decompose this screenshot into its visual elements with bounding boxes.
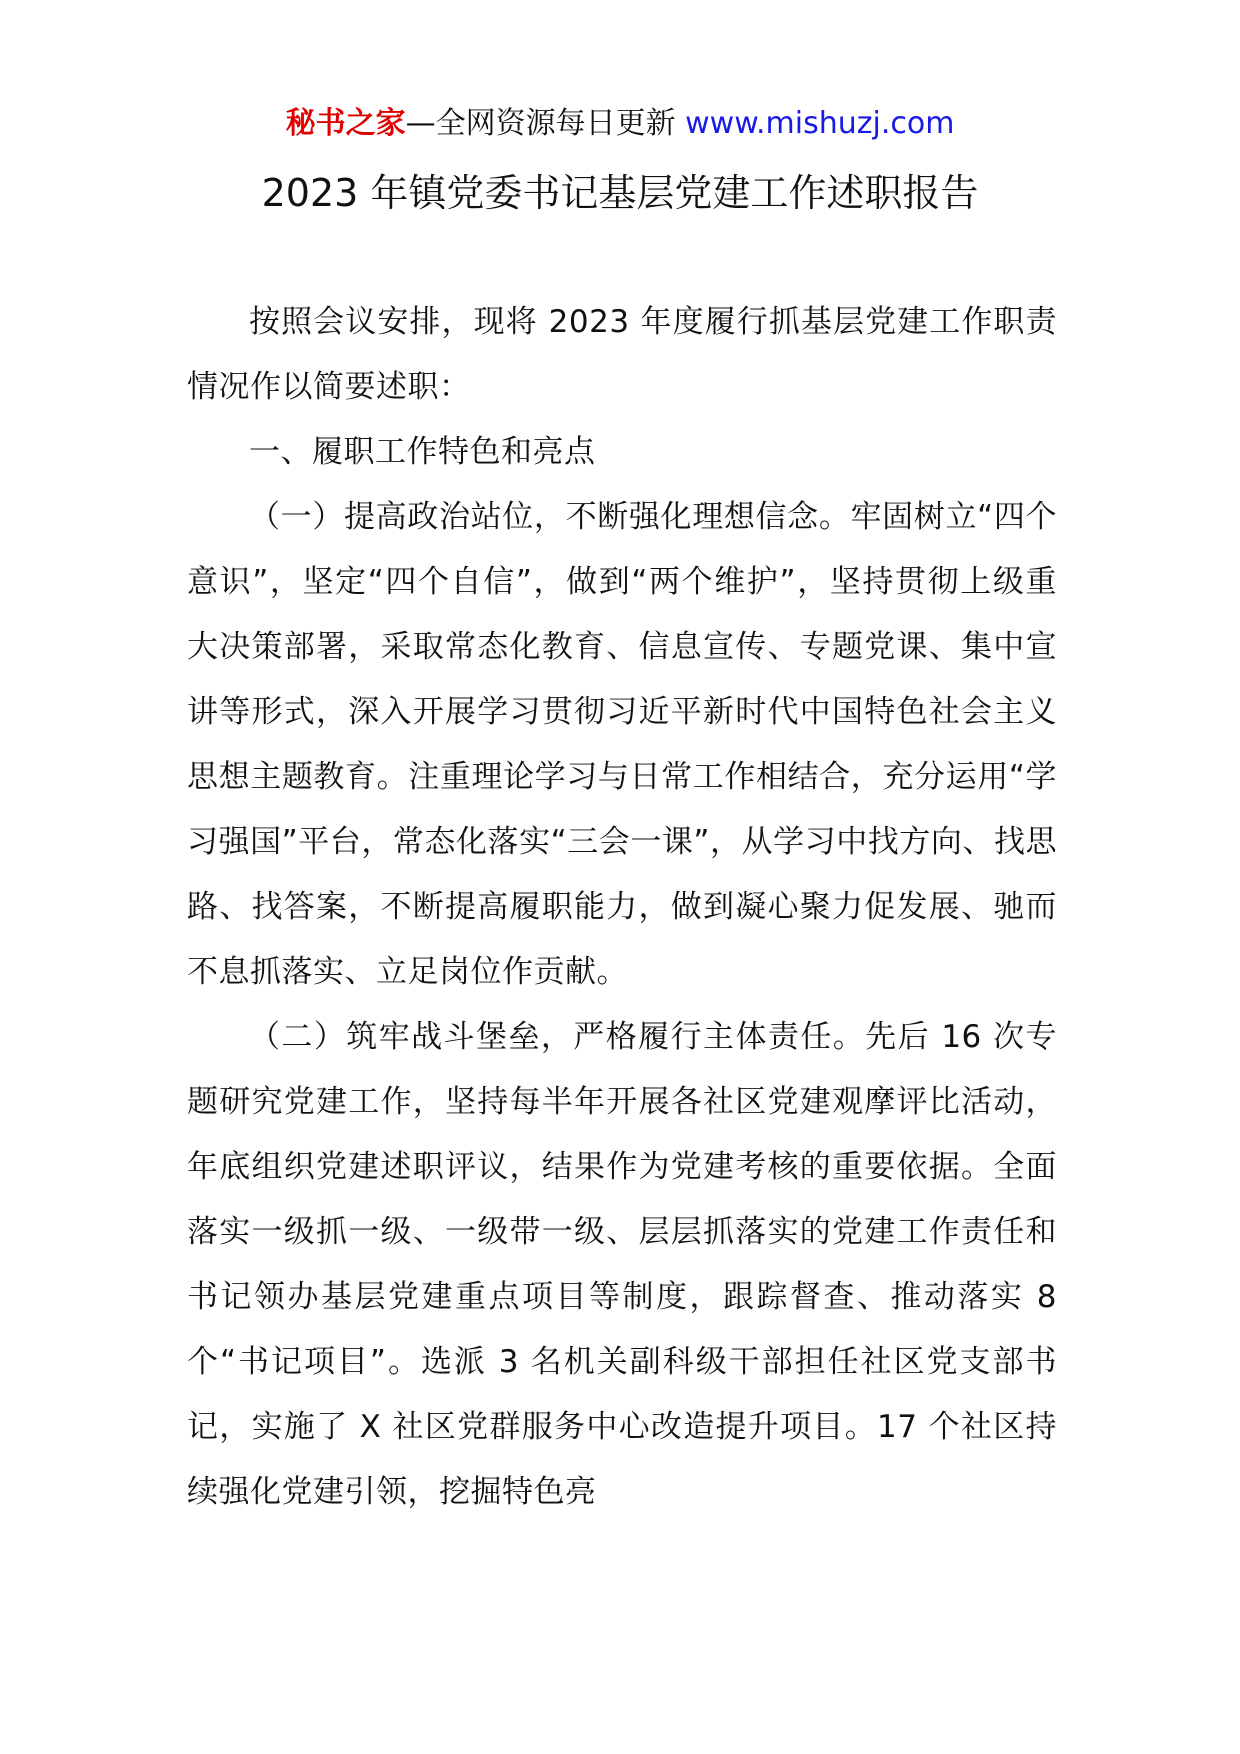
site-header [0,100,1240,148]
body-paragraph: （二）筑牢战斗堡垒，严格履行主体责任。先后 16 次专题研究党建工作，坚持每半年开展各社区党建观摩评比活动，年底组织党建述职评议，结果作为党建考核的重要依据。全面落实一级抓一级、一级带一级、层层抓落实的党建工作责任和书记领办基层党建重点项目等制度，跟踪督查、推动落实 8 个“书记项目”。选派 3 名机关副科级干部担任社区党支部书记，实施了 X 社区党群服务中心改造提升项目。17 个社区持续强化党建引领，挖掘特色亮 [187,1019,1057,1510]
site-tagline: —全网资源每日更新 [405,106,686,141]
site-name: 秘书之家 [285,106,406,141]
section-heading: 一、履职工作特色和亮点 [249,434,596,470]
body-paragraph: （一）提高政治站位，不断强化理想信念。牢固树立“四个意识”，坚定“四个自信”，做到“两个维护”，坚持贯彻上级重大决策部署，采取常态化教育、信息宣传、专题党课、集中宣讲等形式，深入开展学习贯彻习近平新时代中国特色社会主义思想主题教育。注重理论学习与日常工作相结合，充分运用“学习强国”平台，常态化落实“三会一课”，从学习中找方向、找思路、找答案，不断提高履职能力，做到凝心聚力促发展、驰而不息抓落实、立足岗位作贡献。 [187,499,1057,990]
document-body [187,290,1057,1525]
site-url-link[interactable]: www.mishuzj.com [685,106,955,141]
document-title: 2023 年镇党委书记基层党建工作述职报告 [261,171,979,215]
intro-paragraph: 按照会议安排，现将 2023 年度履行抓基层党建工作职责情况作以简要述职： [187,304,1057,405]
